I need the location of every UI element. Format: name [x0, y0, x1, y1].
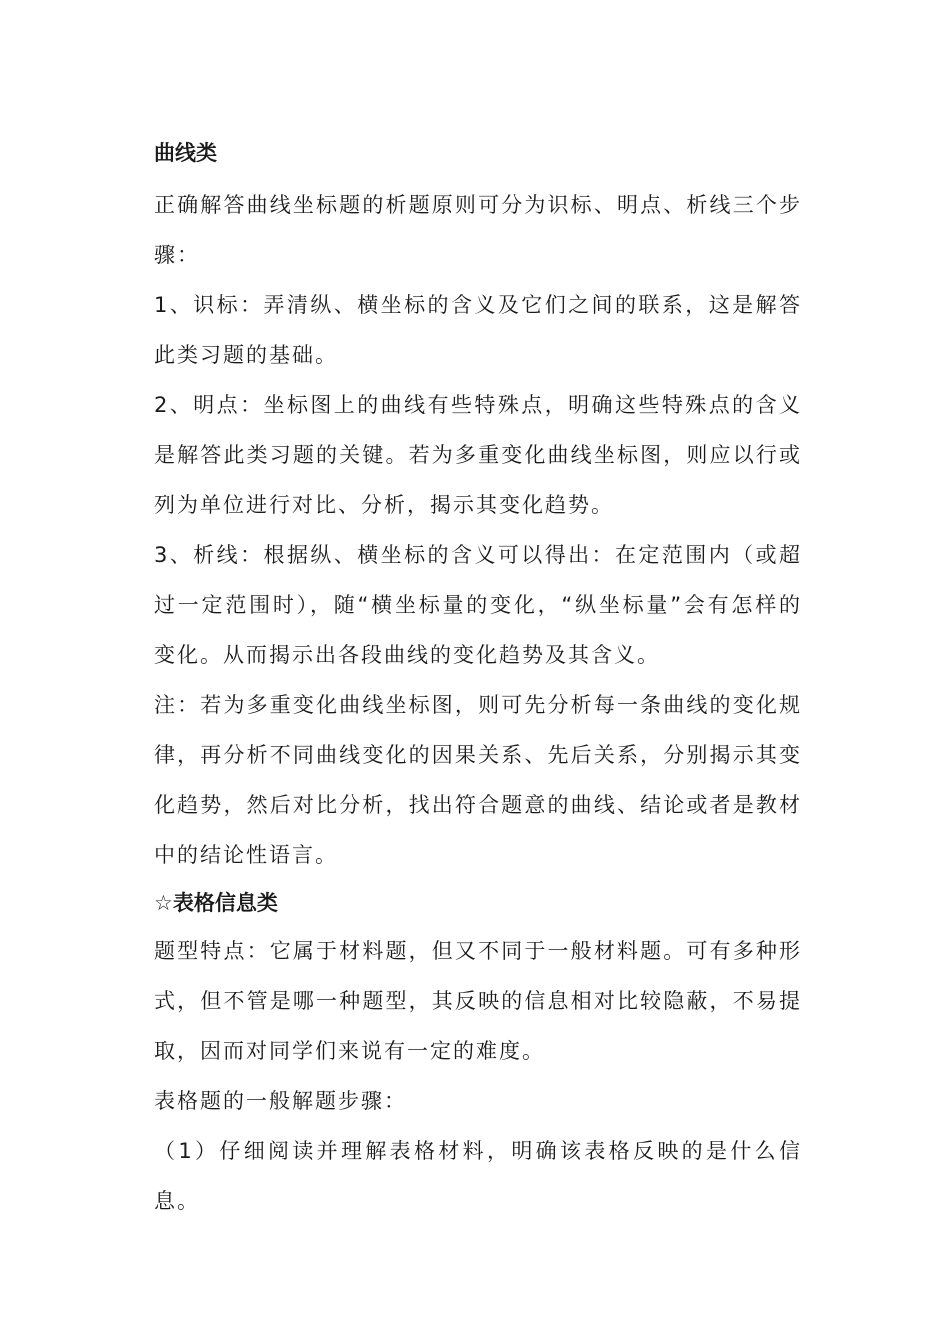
paragraph-intro: 正确解答曲线坐标题的析题原则可分为识标、明点、析线三个步骤：	[154, 193, 802, 267]
paragraph-step-1: 1、识标：弄清纵、横坐标的含义及它们之间的联系，这是解答此类习题的基础。	[154, 293, 802, 367]
paragraph-step-2: 2、明点：坐标图上的曲线有些特殊点，明确这些特殊点的含义是解答此类习题的关键。若为多重变化曲线坐标图，则应以行或列为单位进行对比、分析，揭示其变化趋势。	[154, 393, 802, 517]
section-heading-tables: ☆表格信息类	[154, 891, 278, 915]
document-page	[154, 130, 802, 1226]
paragraph-table-step-1: （1）仔细阅读并理解表格材料，明确该表格反映的是什么信息。	[154, 1139, 802, 1213]
paragraph-note: 注：若为多重变化曲线坐标图，则可先分析每一条曲线的变化规律，再分析不同曲线变化的因果关系、先后关系，分别揭示其变化趋势，然后对比分析，找出符合题意的曲线、结论或者是教材中的结论性语言。	[154, 693, 802, 867]
section-heading-curves: 曲线类	[154, 141, 217, 165]
paragraph-features: 题型特点：它属于材料题，但又不同于一般材料题。可有多种形式，但不管是哪一种题型，其反映的信息相对比较隐蔽，不易提取，因而对同学们来说有一定的难度。	[154, 939, 802, 1063]
paragraph-step-3: 3、析线：根据纵、横坐标的含义可以得出：在定范围内（或超过一定范围时），随“横坐标量的变化，“纵坐标量”会有怎样的变化。从而揭示出各段曲线的变化趋势及其含义。	[154, 543, 802, 667]
paragraph-steps-title: 表格题的一般解题步骤：	[154, 1089, 407, 1113]
